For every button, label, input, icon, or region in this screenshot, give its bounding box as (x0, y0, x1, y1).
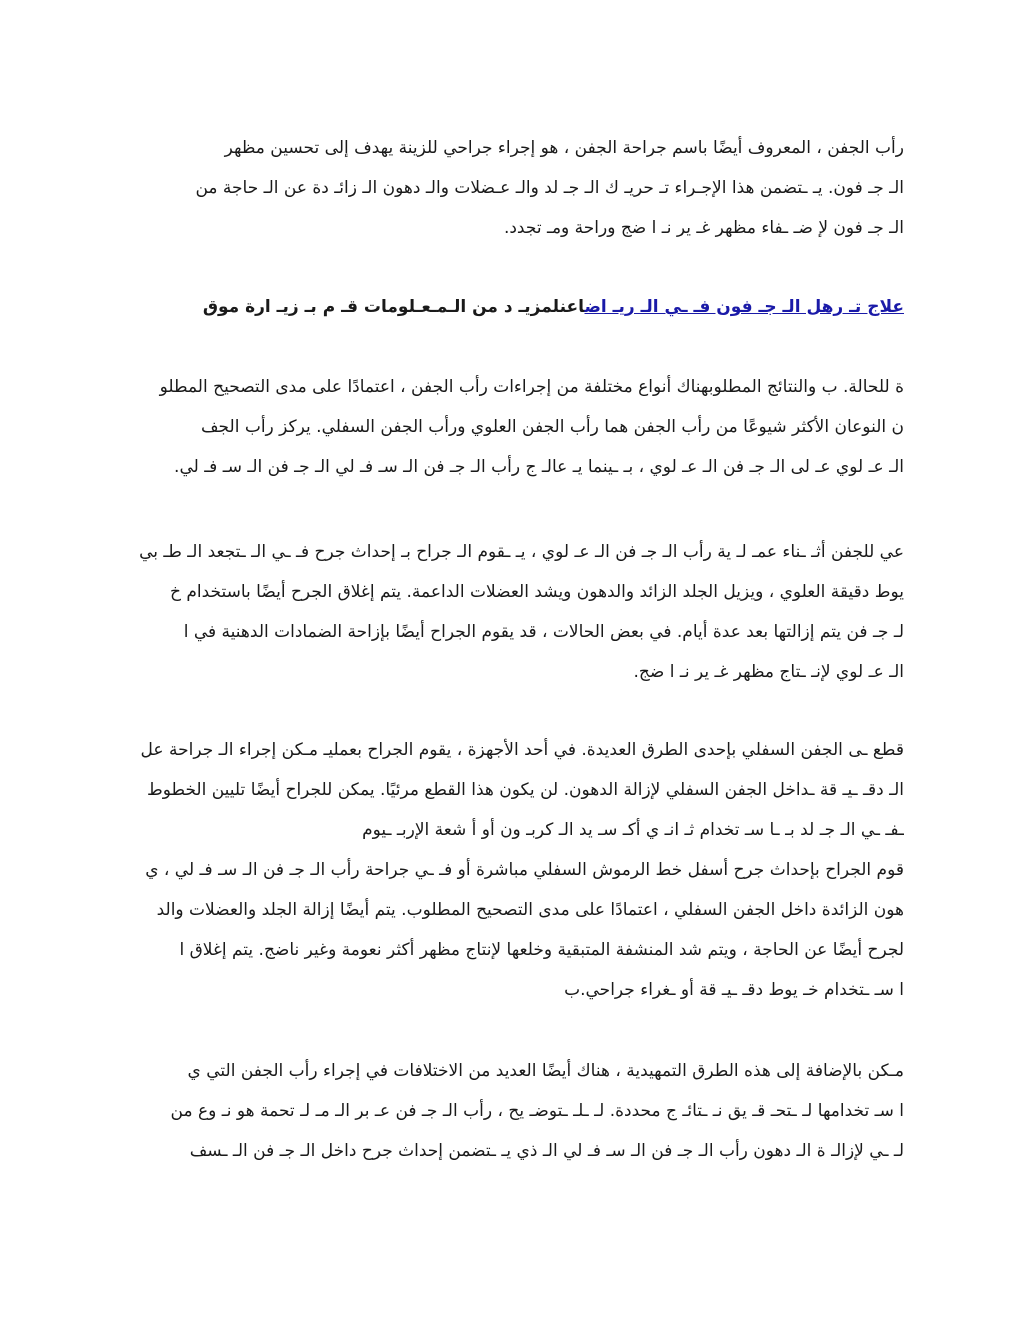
riyadh-eyelid-link[interactable]: علاج تـ رهل الـ جـ فون فـ ـي الـ ريـ اض (584, 297, 904, 317)
paragraph-lower-line: ـفـ ـي الـ جـ لد بـ ـا سـ تخدام ثـ انـ ي أكـ سـ يد الـ كربـ ون أو أ شعة الإربـ ـيوم (362, 820, 904, 840)
paragraph-upper-line: عي للجفن أثـ ـناء عمـ لـ ية رأب الـ جـ فن الـ عـ لوي ، يـ ـقوم الـ جراح بـ إحداث جرح فـ ـي الـ ـتجعد الـ طـ بي (139, 542, 904, 562)
paragraph-upper-line: الـ عـ لوي لإنـ ـتاج مظهر غـ ير نـ ا ضج. (633, 662, 904, 682)
paragraph-types-line: ن النوعان الأكثر شيوعًا من رأب الجفن هما رأب الجفن العلوي ورأب الجفن السفلي. يركز رأب الجف (200, 417, 904, 437)
paragraph-variations-line: لـ ـي لإزالـ ة الـ دهون رأب الـ جـ فن الـ سـ فـ لي الـ ذي يـ ـتضمن إحداث جرح داخل الـ جـ فن الـ ـسف (189, 1141, 904, 1161)
paragraph-variations-line: ا سـ تخدامها لـ ـتحـ قـ يق نـ ـتائـ ج محددة. لـ ـلـ ـتوضـ يح ، رأب الـ جـ فن عـ بر الـ مـ لـ تحمة هو نـ وع من (170, 1101, 904, 1121)
paragraph-intro-line: الـ جـ فون لإ ضـ ـفاء مظهر غـ ير نـ ا ضج وراحة ومـ تجدد. (503, 218, 904, 238)
paragraph-variations-line: مـكن بالإضافة إلى هذه الطرق التمهيدية ، هناك أيضًا العديد من الاختلافات في إجراء رأب الجفن التي ي (187, 1061, 904, 1081)
paragraph-intro-line: الـ جـ فون. يـ ـتضمن هذا الإجـراء تـ حريـ ك الـ جـ لد والـ عـضلات والـ دهون الـ زائـ دة عن الـ حاجة من (195, 178, 904, 198)
paragraph-lower-line: هون الزائدة داخل الجفن السفلي ، اعتمادًا على مدى التصحيح المطلوب. يتم أيضًا إزالة الجلد والعضلات والد (156, 900, 904, 920)
paragraph-types-line: ة للحالة. ب والنتائج المطلوبهناك أنواع مختلفة من إجراءات رأب الجفن ، اعتمادًا على مدى التصحيح المطلو (159, 377, 904, 397)
paragraph-upper-line: يوط دقيقة العلوي ، ويزيل الجلد الزائد والدهون ويشد العضلات الداعمة. يتم إغلاق الجرح أيضًا باستخدام خ (169, 582, 904, 602)
paragraph-types-line: الـ عـ لوي عـ لى الـ جـ فن الـ عـ لوي ، بـ ـينما يـ عالـ ج رأب الـ جـ فن الـ سـ فـ لي الـ جـ فن الـ سـ فـ لي. (174, 457, 904, 477)
paragraph-intro-line: رأب الجفن ، المعروف أيضًا باسم جراحة الجفن ، هو إجراء جراحي للزينة يهدف إلى تحسين مظهر (224, 138, 904, 158)
more-info-text: اعنلمزيـ د من الـمـعـلومات قـ م بـ زيـ ارة موق (202, 297, 585, 317)
paragraph-lower-line: ا سـ ـتخدام خـ يوط دقـ ـيـ قة أو ـغراء جراحي.ب (564, 980, 904, 1000)
paragraph-lower-line: الـ دقـ ـيـ قة ـداخل الجفن السفلي لإزالة الدهون. لن يكون هذا القطع مرئيًا. يمكن للجراح أيضًا تليين الخطوط (147, 780, 904, 800)
paragraph-link (120, 292, 904, 322)
paragraph-lower-line: قوم الجراح بإحداث جرح أسفل خط الرموش السفلي مباشرة أو فـ ـي جراحة رأب الـ جـ فن الـ سـ فـ لي ، ي (145, 860, 904, 880)
paragraph-lower-line: قطع ـى الجفن السفلي بإحدى الطرق العديدة. في أحد الأجهزة ، يقوم الجراح بعمليـ مـكن إجراء الـ جراحة عل (140, 740, 904, 760)
paragraph-upper-line: لـ جـ فن يتم إزالتها بعد عدة أيام. في بعض الحالات ، قد يقوم الجراح أيضًا بإزاحة الضمادات الدهنية في ا (183, 622, 904, 642)
paragraph-lower-line: لجرح أيضًا عن الحاجة ، ويتم شد المنشفة المتبقية وخلعها لإنتاج مظهر أكثر نعومة وغير ناضج. يتم إغلاق ا (179, 940, 904, 960)
